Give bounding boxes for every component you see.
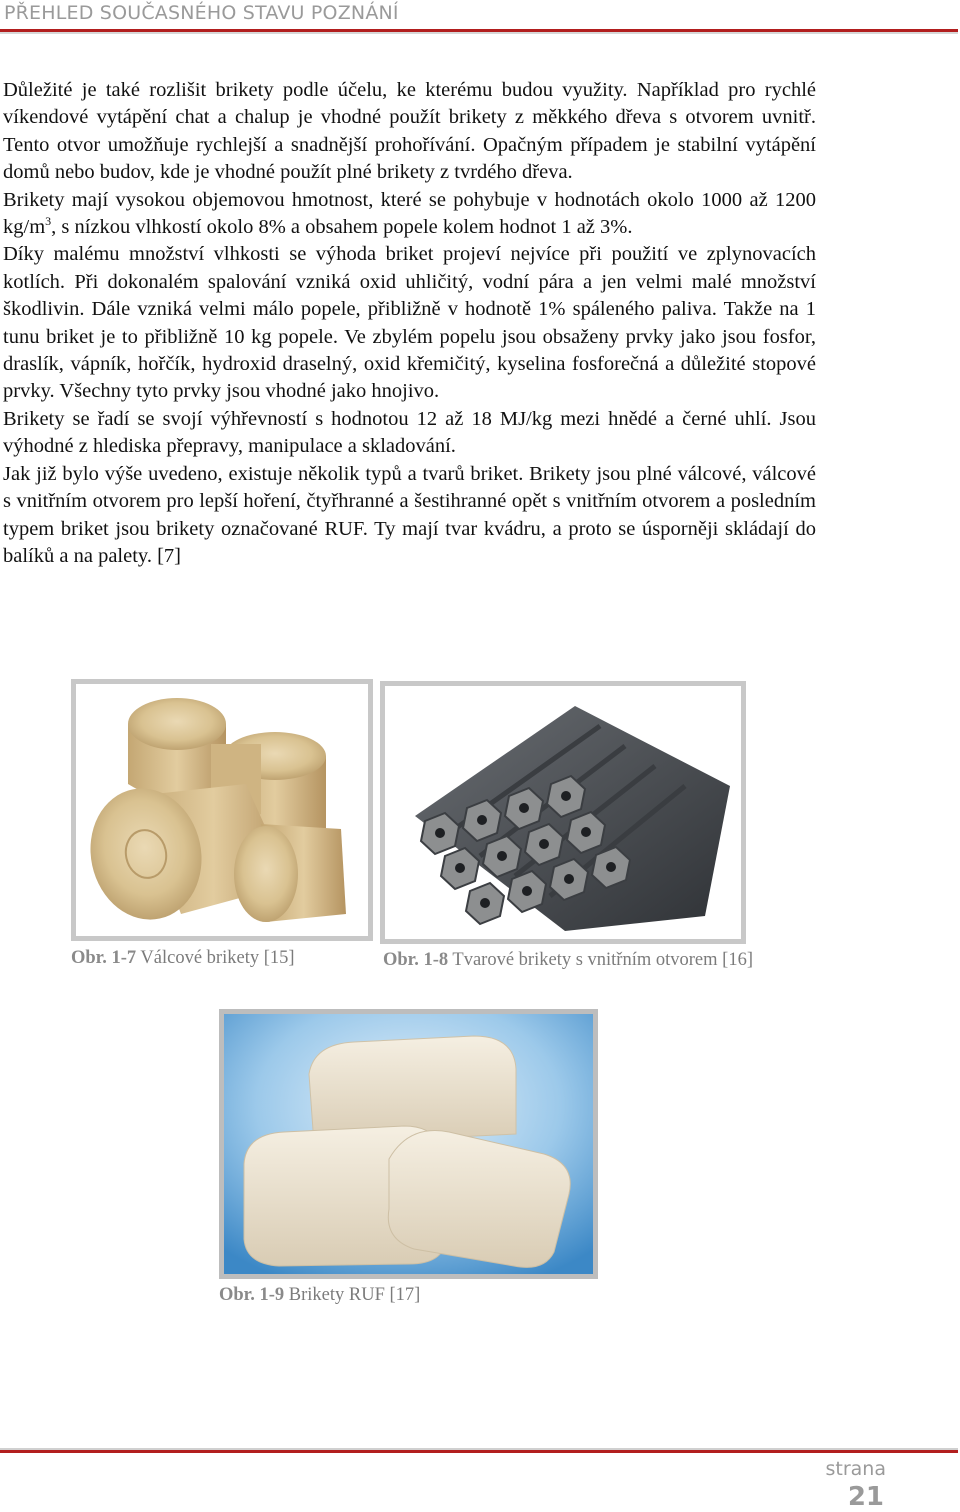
paragraph: Jak již bylo výše uvedeno, existuje několik typů a tvarů briket. Brikety jsou plné válcové, válcové s vnitřním otvorem pro lepší hoření, čtyřhranné a šestihranné opět s vnitřním otvorem a posledním typem briket jsou brikety označované RUF. Ty mají tvar kvádru, a proto se úsporněji skládají do balíků a na palety. [7] xyxy=(3,462,816,567)
ruf-briquettes-image xyxy=(224,1014,593,1274)
density-text-2: , s nízkou vlhkostí okolo 8% a obsahem popele kolem hodnot 1 až 3%. xyxy=(51,216,633,239)
running-header-title: PŘEHLED SOUČASNÉHO STAVU POZNÁNÍ xyxy=(4,2,399,24)
figure-hexagonal-briquettes xyxy=(380,681,746,944)
superscript: 3 xyxy=(45,214,52,229)
page-number: 21 xyxy=(847,1482,884,1512)
paragraph-density xyxy=(3,187,816,242)
footer-rule xyxy=(0,1448,958,1453)
paragraph: Díky malému množství vlhkosti se výhoda briket projeví nejvíce při použití ve zplynovacích kotlích. Při dokonalém spalování vzniká oxid uhličitý, vodní pára a jen velmi malé množství škodlivin. Dále vzniká velmi málo popele, přibližně v hodnotě 1% spáleného paliva. Takže na 1 tunu briket je to přibližně 10 kg popele. Ve zbylém popelu jsou obsaženy prvky jako jsou fosfor, draslík, vápník, hořčík, hydroxid draselný, oxid křemičitý, kyselina fosforečná a důležité stopové prvky. Všechny tyto prvky jsou vhodné jako hnojivo. xyxy=(3,243,816,403)
figure-cylindrical-briquettes xyxy=(71,679,373,941)
paragraph: Brikety se řadí se svojí výhřevností s hodnotou 12 až 18 MJ/kg mezi hnědé a černé uhlí. Jsou výhodné z hlediska přepravy, manipulace a skladování. xyxy=(3,407,816,458)
density-text-1: Brikety mají vysokou objemovou hmotnost, které se pohybuje v hodnotách okolo 1000 až 1200 kg/m xyxy=(3,188,816,239)
footer-page-label: strana xyxy=(825,1458,886,1480)
cylindrical-briquettes-image xyxy=(76,684,368,936)
figure-ruf-briquettes xyxy=(219,1009,598,1279)
figure-caption-1-7: Obr. 1-7 Válcové brikety [15] xyxy=(71,948,295,968)
figure-caption-1-8: Obr. 1-8 Tvarové brikety s vnitřním otvorem [16] xyxy=(383,950,753,970)
body-text xyxy=(3,77,816,570)
paragraph: Důležité je také rozlišit brikety podle účelu, ke kterému budou využity. Například pro rychlé víkendové vytápění chat a chalup je vhodné použít brikety z měkkého dřeva s otvorem uvnitř. Tento otvor umožňuje rychlejší a snadnější prohořívání. Opačným případem je stabilní vytápění domů nebo budov, kde je vhodné použít plné brikety z tvrdého dřeva. xyxy=(3,79,816,184)
header-rule xyxy=(0,29,958,34)
figure-caption-1-9: Obr. 1-9 Brikety RUF [17] xyxy=(219,1285,421,1305)
hexagonal-briquettes-image xyxy=(385,686,741,939)
